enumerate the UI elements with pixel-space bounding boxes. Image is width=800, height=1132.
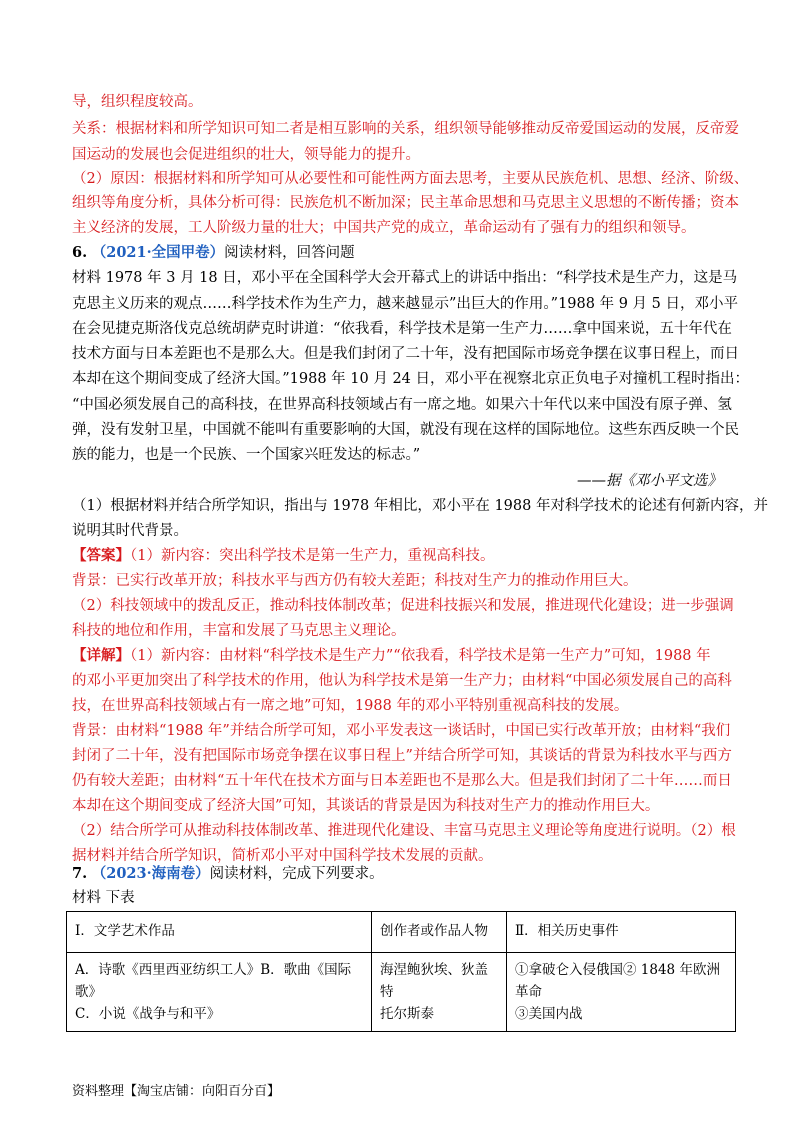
detail-line: 背景：由材料“1988 年”并结合所学可知，邓小平发表这一谈话时，中国已实行改革开放；由材料“我们 — [72, 723, 731, 739]
prev-answer-line: 国运动的发展也会促进组织的壮大，领导能力的提升。 — [72, 147, 420, 163]
question-line: 说明其时代背景。 — [72, 523, 188, 539]
table-cell-events — [507, 953, 736, 1032]
detail-tag: 【详解】 — [72, 647, 130, 664]
material-line: 弹，没有发射卫星，中国就不能叫有重要影响的大国，就没有现在这样的国际地位。这些东西反映一个民 — [72, 422, 739, 438]
question-7-header — [72, 864, 384, 884]
question-number: 6. — [72, 244, 88, 261]
detail-line — [72, 646, 711, 666]
detail-line: （2）结合所学可从推动科技体制改革、推进现代化建设、丰富马克思主义理论等角度进行说明。（2）根 — [72, 823, 736, 839]
material-line: “中国必须发展自己的高科技，在世界高科技领域占有一席之地。如果六十年代以来中国没有原子弹、氢 — [72, 397, 732, 413]
material-line: 技术方面与日本差距也不是那么大。但是我们封闭了二十年，没有把国际市场竞争摆在议事日程上，而日 — [72, 346, 739, 362]
table-row — [67, 953, 736, 1032]
detail-line: 仍有较大差距；由材料“五十年代在技术方面与日本差距也不是那么大。但是我们封闭了二十年……而日 — [72, 773, 732, 789]
cell-line: 托尔斯泰 — [380, 1006, 434, 1022]
cell-line: 革命 — [515, 984, 542, 1000]
table-cell-works — [67, 953, 372, 1032]
question-6-header — [72, 243, 355, 263]
material-source: ——据《邓小平文选》 — [577, 473, 722, 489]
answer-tag: 【答案】 — [72, 547, 130, 564]
material-line: 在会见捷克斯洛伐克总统胡萨克时讲道：“依我看，科学技术是第一生产力……拿中国来说，五十年代在 — [72, 321, 732, 337]
question-prompt: 阅读材料，完成下列要求。 — [209, 866, 384, 882]
cell-line: 特 — [380, 984, 394, 1000]
prev-answer-line: 导，组织程度较高。 — [72, 94, 203, 110]
table-header-row — [67, 912, 736, 953]
material-line: 材料 1978 年 3 月 18 日，邓小平在全国科学大会开幕式上的讲话中指出：“科学技术是生产力，这是马 — [72, 270, 738, 286]
cell-line: C．小说《战争与和平》 — [75, 1006, 221, 1022]
cell-line: ①拿破仑入侵俄国② 1848 年欧洲 — [515, 962, 720, 978]
detail-line: 封闭了二十年，没有把国际市场竞争摆在议事日程上”并结合所学可知，其谈话的背景为科技水平与西方 — [72, 748, 732, 764]
material-table — [66, 911, 736, 1032]
answer-line: （2）科技领域中的拨乱反正，推动科技体制改革；促进科技振兴和发展，推进现代化建设；进一步强调 — [72, 598, 734, 614]
table-header-cell: Ⅰ．文学艺术作品 — [67, 912, 372, 953]
material-label: 材料 下表 — [72, 890, 135, 906]
prev-answer-line: （2）原因：根据材料和所学知可从必要性和可能性两方面去思考，主要从民族危机、思想、经济、阶级、 — [72, 171, 749, 187]
answer-line: 科技的地位和作用，丰富和发展了马克思主义理论。 — [72, 623, 406, 639]
prev-answer-line: 主义经济的发展，工人阶级力量的壮大；中国共产党的成立，革命运动有了强有力的组织和领导。 — [72, 220, 696, 236]
material-line: 族的能力，也是一个民族、一个国家兴旺发达的标志。” — [72, 447, 421, 463]
exam-source-tag: （2021·全国甲卷） — [91, 244, 225, 261]
answer-text: （1）新内容：突出科学技术是第一生产力，重视高科技。 — [130, 548, 495, 564]
question-number: 7. — [72, 865, 88, 882]
detail-line: 据材料并结合所学知识，简析邓小平对中国科学技术发展的贡献。 — [72, 848, 493, 864]
detail-line: 本却在这个期间变成了经济大国”可知，其谈话的背景是因为科技对生产力的推动作用巨大。 — [72, 798, 660, 814]
cell-line: 歌》 — [75, 984, 102, 1000]
material-line: 本却在这个期间变成了经济大国。”1988 年 10 月 24 日，邓小平在视察北京正负电子对撞机工程时指出： — [72, 371, 750, 387]
cell-line: ③美国内战 — [515, 1006, 583, 1022]
exam-source-tag: （2023·海南卷） — [91, 865, 210, 882]
cell-line: 海涅鲍狄埃、狄盖 — [380, 962, 488, 978]
answer-line — [72, 546, 494, 566]
question-prompt: 阅读材料，回答问题 — [224, 245, 355, 261]
table-cell-creators — [372, 953, 507, 1032]
table-header-cell: Ⅱ．相关历史事件 — [507, 912, 736, 953]
prev-answer-line: 关系：根据材料和所学知识可知二者是相互影响的关系，组织领导能够推动反帝爱国运动的发展，反帝爱 — [72, 121, 739, 137]
question-line: （1）根据材料并结合所学知识，指出与 1978 年相比，邓小平在 1988 年对科学技术的论述有何新内容，并 — [72, 498, 768, 514]
cell-line: A．诗歌《西里西亚纺织工人》B．歌曲《国际 — [75, 962, 352, 978]
detail-text: （1）新内容：由材料“科学技术是生产力”“依我看，科学技术是第一生产力”可知，1988 年 — [130, 648, 711, 664]
material-line: 克思主义历来的观点……科学技术作为生产力，越来越显示”出巨大的作用。”1988 年 9 月 5 日，邓小平 — [72, 296, 738, 312]
table-header-cell: 创作者或作品人物 — [372, 912, 507, 953]
answer-line: 背景：已实行改革开放；科技水平与西方仍有较大差距；科技对生产力的推动作用巨大。 — [72, 573, 638, 589]
prev-answer-line: 组织等角度分析，具体分析可得：民族危机不断加深；民主革命思想和马克思主义思想的不断传播；资本 — [72, 195, 739, 211]
detail-line: 技，在世界高科技领域占有一席之地”可知，1988 年的邓小平特别重视高科技的发展。 — [72, 698, 629, 714]
detail-line: 的邓小平更加突出了科学技术的作用，他认为科学技术是第一生产力；由材料“中国必须发展自己的高科 — [72, 673, 732, 689]
page-footer: 资料整理【淘宝店铺：向阳百分百】 — [72, 1083, 281, 1098]
